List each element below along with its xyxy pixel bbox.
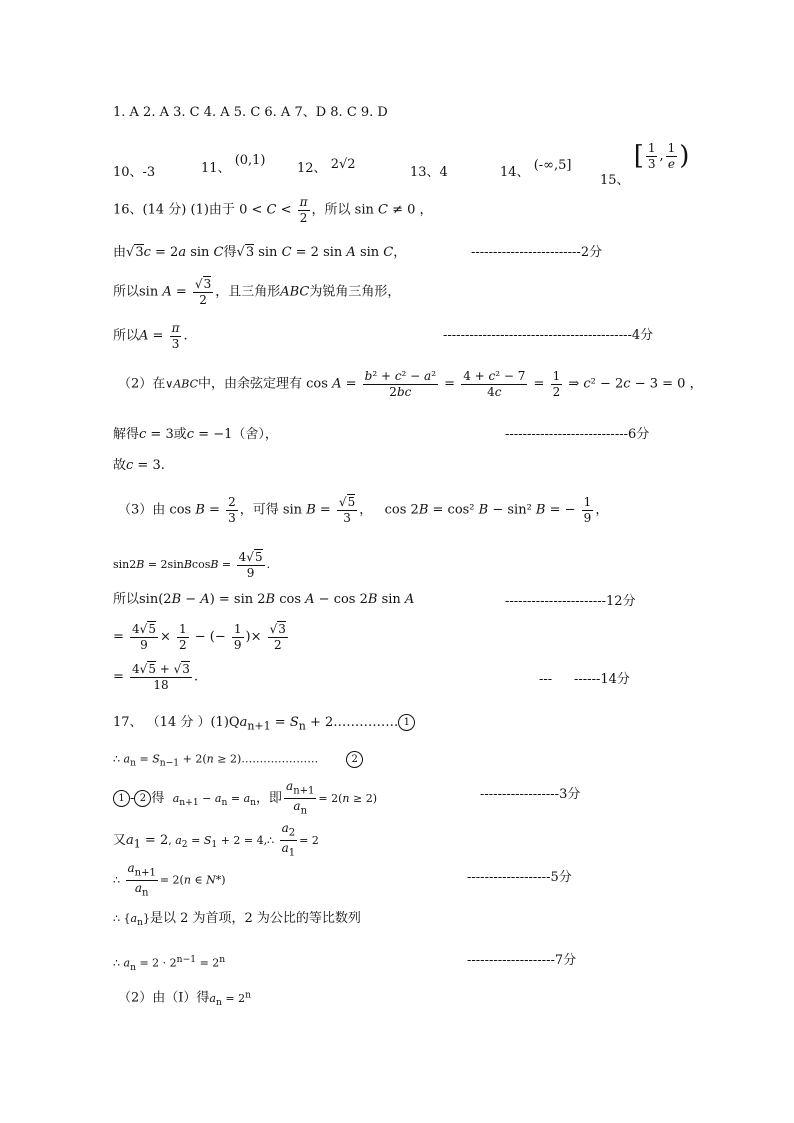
q17-line6: ∴ $\{a_n\}$是以 2 为首项，2 为公比的等比数列: [113, 911, 361, 929]
q16-line6: 解得c = 3或c = −1（舍），: [113, 427, 278, 442]
q16-score-14b: ------14分: [574, 672, 630, 687]
q16-score-12: -----------------------12分: [505, 594, 636, 609]
q16-line6-mid: 或: [173, 427, 187, 442]
answer-15-label: 15、: [600, 172, 630, 188]
answer-11: [201, 153, 266, 176]
q17-line3: 1 - 2 得 $a_{n+1} - a_n = a_n$，即 $\frac{a_{n+1}}{a_n}$ = 2(n ≥ 2): [113, 780, 377, 817]
q16-line-so-prefix: 所以: [113, 592, 140, 607]
answer-14-label: 14、: [500, 165, 530, 180]
q17-line7: ∴ $a_n = 2 \cdot 2^{n-1} = 2^n$: [113, 954, 226, 973]
q16-line3-prefix: 所以: [113, 284, 140, 300]
q16-score-4: -------------------------------------------4分: [443, 328, 654, 343]
answer-11-label: 11、: [201, 161, 231, 176]
circled-two: 2: [346, 751, 363, 768]
q16-part3-prefix: （3）由: [118, 502, 166, 518]
q16-line6-prefix: 解得: [113, 427, 140, 442]
q17-line1: 17、 （14 分 ）$(1)Qa_{n+1} = S_n$ + 2…………… 1: [113, 714, 415, 732]
q16-line3-tail: 为锐角三角形，: [309, 284, 401, 300]
q16-line2-prefix: 由: [113, 245, 127, 260]
q16-part2: （2）在∨ABC中，由余弦定理有 cos A = $\frac{\text{b² + c² − a²}}{2bc}$ = $\frac{\text{4 + c² − 7}}{4c}$ = $\frac{1}{2}$ ⇒ c² − 2c − 3 = 0 ，: [118, 369, 703, 399]
q16-line3-mid: ，且三角形: [215, 284, 281, 300]
q16-score-14a: ---: [539, 672, 553, 687]
q16-line1-tail: ，所以: [311, 202, 351, 218]
q16-part2-prefix: （2）在: [118, 376, 166, 392]
q16-line2-mid: 得: [223, 245, 237, 260]
q16-part2-mid: 中，由余弦定理有: [198, 376, 303, 392]
q16-expr1: = $\frac{4√5}{9}$ × $\frac{1}{2}$ − (− $\frac{1}{9}$ )× $\frac{√3}{2}$: [113, 622, 286, 652]
q16-part3-mid: ，可得: [239, 502, 279, 518]
q16-line3: 所以sin A = $\frac{√3}{2}$ ，且三角形ABC为锐角三角形，: [113, 277, 401, 307]
q16-score-2: -------------------------2分: [471, 245, 603, 260]
q17-score-3: ------------------3分: [480, 787, 581, 802]
q16-expr2: = $\frac{4√5 + √3}{18}$ .: [113, 662, 199, 692]
answer-12: [297, 157, 356, 176]
answer-15: 15、 [ $\frac{1}{3}$ , $\frac{1}{e}$ ): [600, 141, 690, 188]
q17-part2-prefix: （2）由（Ⅰ）得: [118, 990, 210, 1006]
q17-score-5: -------------------5分: [467, 870, 572, 885]
q17-line6-text: 是以 2 为首项，2 为公比的等比数列: [149, 911, 361, 926]
q17-part2: （2）由（Ⅰ）得$a_n = 2^n$: [118, 989, 252, 1008]
q17-line3-tail: ，即: [256, 790, 283, 806]
circled-two: 2: [134, 790, 151, 807]
q16-head: 16、(14 分) (1)由于: [113, 202, 235, 218]
answers-choice-row: 1. A 2. A 3. C 4. A 5. C 6. A 7、D 8. C 9. D: [113, 105, 388, 120]
q16-line7: 故c = 3.: [113, 458, 165, 473]
q16-part3: （3）由 cos B = $\frac{2}{3}$ ，可得 sin B = $\frac{√5}{3}$ ， cos 2B = cos² B − sin² B = − $\frac{1}{9}$ ，: [118, 495, 609, 525]
answer-14: [500, 158, 572, 180]
q16-line6-tail: （舍），: [232, 427, 278, 442]
q16-line4: 所以A = $\frac{\pi}{3}$ .: [113, 321, 188, 351]
answer-12-label: 12、: [297, 161, 327, 176]
answer-14-value: (-∞,5]: [533, 158, 572, 173]
q16-line-so: 所以sin(2B − A) = sin 2B cos A − cos 2B sin A: [113, 592, 415, 607]
circled-one: 1: [398, 714, 415, 731]
answer-10: 10、-3: [113, 165, 156, 180]
q17-line2: ∴ $a_n = S_{n-1} + 2(n$ ≥ 2)………………… 2: [113, 751, 363, 768]
q17-line3-mid: 得: [151, 790, 165, 806]
q17-line2-dots: …………………: [241, 752, 319, 766]
q17-score-7: --------------------7分: [467, 953, 577, 968]
q17-line5: ∴ $\frac{a_{n+1}}{a_n}$ = 2(n ∈ N*): [113, 861, 226, 899]
answer-12-value: 2√2: [330, 157, 356, 172]
q16-score-6: ----------------------------6分: [505, 427, 650, 442]
answer-11-value: (0,1): [234, 153, 266, 168]
q16-line2-end: ，: [393, 245, 407, 260]
q16-line7-prefix: 故: [113, 458, 127, 473]
circled-one: 1: [113, 790, 130, 807]
answer-13: 13、4: [410, 165, 448, 180]
q16-line1: 16、(14 分) (1)由于 0 < C < $\frac{\pi}{2}$ ，所以 sin C ≠ 0 ，: [113, 195, 433, 225]
q16-line4-prefix: 所以: [113, 328, 140, 344]
q17-head: 17、 （14 分 ）(1): [113, 715, 229, 730]
q17-head-dots: ……………: [333, 715, 399, 730]
q16-sin2b: sin2B = 2sinBcosB = $\frac{4√5}{9}$ .: [113, 550, 271, 580]
q16-line2: 由√3c = 2a sin C得√3 sin C = 2 sin A sin C，: [113, 245, 407, 260]
q17-line4: 又$a_1 = 2$, $a_2 = S_1 + 2$ = 4,∴ $\frac{a_2}{a_1}$ = 2: [113, 821, 319, 859]
q17-line4-prefix: 又: [113, 832, 127, 848]
